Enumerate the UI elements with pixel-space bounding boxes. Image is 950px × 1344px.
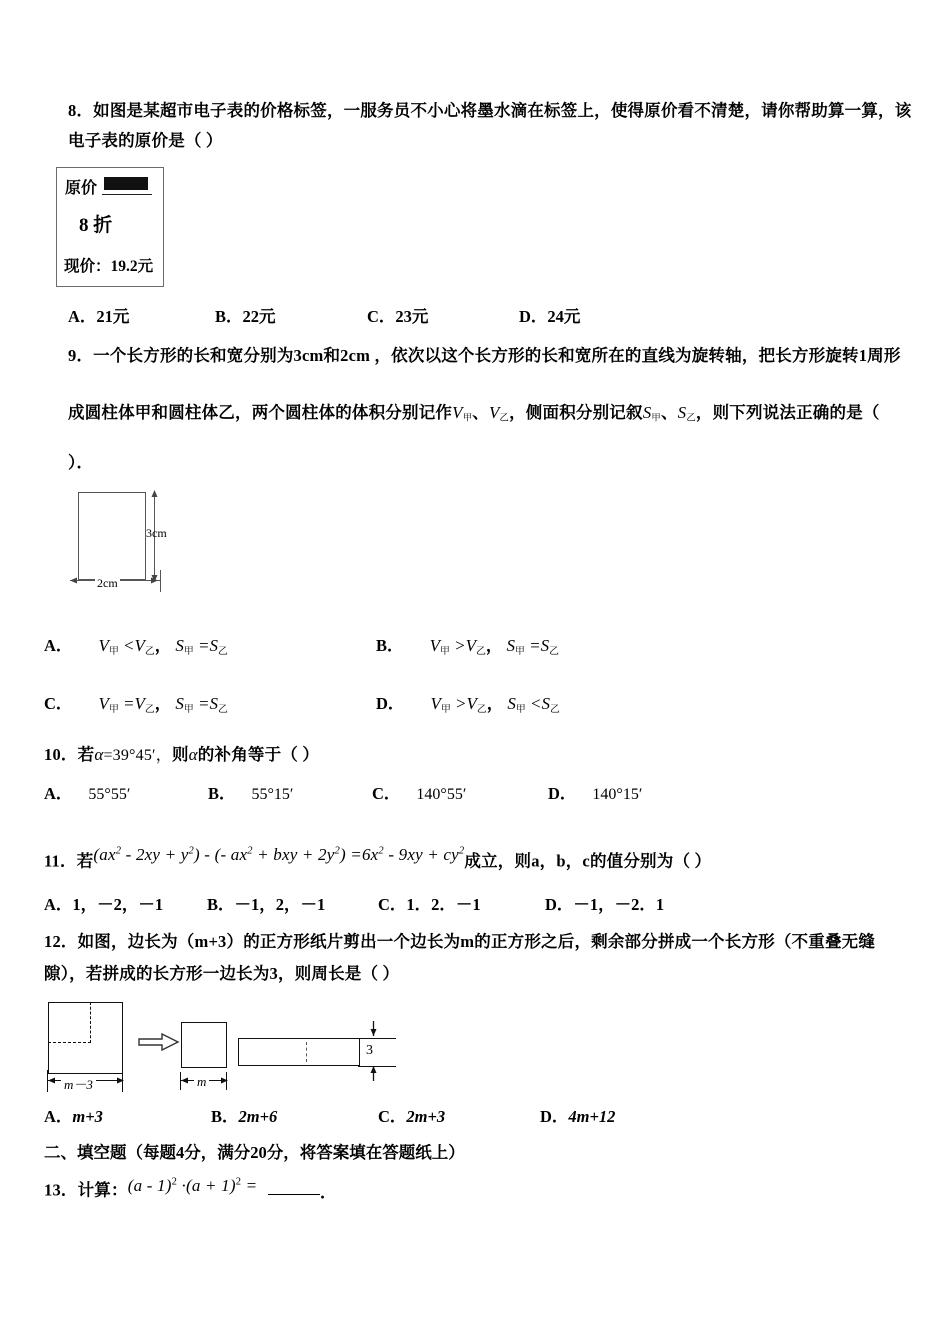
question-11-equation: $(ax^2 - 2xy + y^2)$ - (- $ax^2$ + bxy + $2y^2) =6x^2 - 9xy + cy^2$ xyxy=(93,844,465,864)
question-8-line2: 电子表的原价是（ ） xyxy=(68,131,223,150)
dim-tick-left-1 xyxy=(47,1070,48,1092)
dim-tick-right-1 xyxy=(122,1070,123,1092)
question-8-line1 xyxy=(68,96,934,126)
price-tag-current-price: 现价：19.2元 xyxy=(64,258,154,275)
question-9-text-2e: ，则下列说法正确的是（ xyxy=(695,403,880,422)
q10-option-d[interactable] xyxy=(548,780,642,804)
rectangle-divider-dashed xyxy=(306,1042,307,1062)
q9-option-c[interactable]: C． $V_甲 =V_乙$， $S_甲 =S_乙$ xyxy=(44,694,228,715)
q12-option-b-text: 2m+6 xyxy=(238,1107,278,1126)
q12-option-d-text: 4m+12 xyxy=(568,1107,616,1126)
q11-option-b-text: －1，2，－1 xyxy=(234,895,326,914)
q8-option-c-letter: C． xyxy=(367,307,396,326)
q10-option-c-text: 140°55′ xyxy=(416,786,467,803)
alpha-symbol-1: α xyxy=(94,745,104,764)
q10-option-a-letter: A． xyxy=(44,784,73,803)
q8-option-b-text: 22元 xyxy=(242,307,276,326)
price-tag-discount: 8 折 xyxy=(79,215,113,236)
question-10-line xyxy=(44,740,319,771)
dim-label-m: m xyxy=(194,1074,209,1090)
question-9-text-line1: 一个长方形的长和宽分别为3cm和2cm ，依次以这个长方形的长和宽所在的直线为旋转轴，把长方形旋转1周形 xyxy=(93,346,901,365)
dim-tick-left-2 xyxy=(180,1072,181,1090)
q10-option-b-letter: B． xyxy=(208,784,236,803)
symbol-s-yi: $S_乙$ xyxy=(677,403,696,424)
q11-option-b-letter: B． xyxy=(207,895,235,914)
q11-option-c-letter: C． xyxy=(378,895,407,914)
q10-option-c-letter: C． xyxy=(372,784,401,803)
question-10-text-b: 则 xyxy=(171,745,189,764)
cut-square-dashed xyxy=(48,1002,91,1043)
q10-option-b-text: 55°15′ xyxy=(251,786,294,803)
q12-option-c-letter: C． xyxy=(378,1107,407,1126)
q10-option-a[interactable] xyxy=(44,780,130,804)
q12-option-d[interactable] xyxy=(540,1103,615,1127)
price-tag-underline xyxy=(102,194,152,195)
question-11-line xyxy=(44,843,934,877)
q9-option-b-expr: $V_甲 >V_乙$ xyxy=(429,636,486,657)
dimension-label-width: 2cm xyxy=(97,576,118,590)
question-10-text-a: 若 xyxy=(77,745,95,764)
q11-option-c-text: 1．2．－1 xyxy=(406,895,481,914)
q11-option-d-text: －1，－2．1 xyxy=(573,895,665,914)
q9-option-d-letter: D． xyxy=(376,694,405,713)
question-9-text-2b: 、 xyxy=(472,403,489,422)
symbol-v-jia: $V_甲$ xyxy=(452,403,473,424)
question-8-number: 8． xyxy=(68,101,94,120)
q9-option-a-letter: A． xyxy=(44,636,73,655)
price-tag-figure xyxy=(56,167,164,287)
section-2-heading: 二、填空题（每题4分，满分20分，将答案填在答题纸上） xyxy=(44,1143,465,1162)
question-9-line3: ）． xyxy=(68,453,94,472)
q9-option-a[interactable]: A． $V_甲 <V_乙$， $S_甲 =S_乙$ xyxy=(44,636,228,657)
q8-option-c[interactable] xyxy=(367,303,428,327)
long-rectangle-shape xyxy=(238,1038,360,1066)
question-13-label: 计算： xyxy=(77,1180,128,1200)
q10-option-c[interactable] xyxy=(372,780,466,804)
q9-option-a-expr: $V_甲 <V_乙$ xyxy=(98,636,155,657)
q9-option-c-letter: C． xyxy=(44,694,73,713)
q11-option-d-letter: D． xyxy=(545,895,574,914)
dimension-label-height: 3cm xyxy=(146,526,167,540)
question-10-text-c: 的补角等于（ ） xyxy=(197,745,320,764)
question-12-text-line1: 如图，边长为（m+3）的正方形纸片剪出一个边长为m的正方形之后，剩余部分拼成一个长方形（不重叠无缝 xyxy=(77,932,876,951)
q9-option-d-expr: $V_甲 >V_乙$ xyxy=(430,694,487,715)
q12-option-a[interactable] xyxy=(44,1103,103,1127)
dim-label-3: 3 xyxy=(366,1043,373,1058)
q8-option-d[interactable] xyxy=(519,303,580,327)
question-13-number: 13． xyxy=(44,1180,78,1200)
question-13-period: ． xyxy=(320,1183,337,1202)
question-12-number: 12． xyxy=(44,932,78,951)
q8-option-d-text: 24元 xyxy=(547,307,581,326)
symbol-s-jia: $S_甲$ xyxy=(642,403,661,424)
q9-option-b[interactable]: B． $V_甲 >V_乙$， $S_甲 =S_乙$ xyxy=(376,636,559,657)
q8-option-d-letter: D． xyxy=(519,307,548,326)
q12-option-b[interactable] xyxy=(211,1103,277,1127)
q9-option-b-letter: B． xyxy=(376,636,404,655)
question-13-line xyxy=(44,1172,257,1206)
q11-option-a-text: 1，－2，－1 xyxy=(72,895,164,914)
q11-option-a-letter: A． xyxy=(44,895,73,914)
question-11-text-a: 若 xyxy=(76,851,94,871)
question-9-number: 9． xyxy=(68,346,94,365)
q12-option-c-text: 2m+3 xyxy=(406,1107,446,1126)
q9-option-c-expr: $V_甲 =V_乙$ xyxy=(98,694,155,715)
question-13-answer-blank[interactable] xyxy=(268,1194,320,1195)
question-11-number: 11． xyxy=(44,851,77,871)
q12-option-a-letter: A． xyxy=(44,1107,73,1126)
q8-option-a-text: 21元 xyxy=(96,307,130,326)
q10-option-b[interactable] xyxy=(208,780,293,804)
q10-option-d-text: 140°15′ xyxy=(592,786,643,803)
dim-label-m-minus-3: m－3 xyxy=(61,1074,96,1093)
dimension-tick-right xyxy=(160,570,161,592)
q9-option-d[interactable]: D． $V_甲 >V_乙$， $S_甲 <S_乙$ xyxy=(376,694,560,715)
question-12-line2: 隙），若拼成的长方形一边长为3，则周长是（ ） xyxy=(44,964,400,983)
q12-option-a-text: m+3 xyxy=(72,1107,103,1126)
question-11-text-b: 成立，则a，b，c的值分别为（ ） xyxy=(464,851,712,871)
q11-option-c[interactable] xyxy=(378,891,481,915)
question-10-equation: =39°45′， xyxy=(103,747,172,764)
symbol-v-yi: $V_乙$ xyxy=(488,403,510,424)
ink-blot-icon xyxy=(104,177,148,190)
question-9-line2 xyxy=(68,400,948,432)
q10-option-a-text: 55°55′ xyxy=(88,786,131,803)
rectangle-shape xyxy=(78,492,146,580)
question-13-expression: $(a - 1)^2 \cdot(a + 1)^2$ = xyxy=(127,1175,258,1195)
q11-option-a[interactable] xyxy=(44,891,163,915)
q12-option-b-letter: B． xyxy=(211,1107,239,1126)
q8-option-b[interactable] xyxy=(215,303,276,327)
question-9-text-2d: 、 xyxy=(660,403,678,422)
q8-option-a-letter: A． xyxy=(68,307,97,326)
question-10-number: 10． xyxy=(44,745,78,764)
q8-option-c-text: 23元 xyxy=(395,307,429,326)
q8-option-a[interactable] xyxy=(68,303,129,327)
q11-option-d[interactable] xyxy=(545,891,664,915)
dim-tick-right-2 xyxy=(226,1072,227,1090)
alpha-symbol-2: α xyxy=(188,745,198,764)
question-12-line1 xyxy=(44,927,939,957)
small-square-shape xyxy=(181,1022,227,1068)
question-9-text-2c: ，侧面积分别记叙 xyxy=(509,403,643,422)
q10-option-d-letter: D． xyxy=(548,784,577,803)
price-tag-original-label: 原价 xyxy=(65,180,98,197)
question-9-text-2a: 成圆柱体甲和圆柱体乙，两个圆柱体的体积分别记作 xyxy=(68,403,453,422)
question-9-line1 xyxy=(68,341,934,371)
q11-option-b[interactable] xyxy=(207,891,325,915)
transform-arrow-icon xyxy=(138,1032,180,1052)
question-8-text-line1: 如图是某超市电子表的价格标签，一服务员不小心将墨水滴在标签上，使得原价看不清楚，请你帮助算一算，该 xyxy=(93,101,912,120)
q8-option-b-letter: B． xyxy=(215,307,243,326)
q12-option-c[interactable] xyxy=(378,1103,445,1127)
q12-option-d-letter: D． xyxy=(540,1107,569,1126)
